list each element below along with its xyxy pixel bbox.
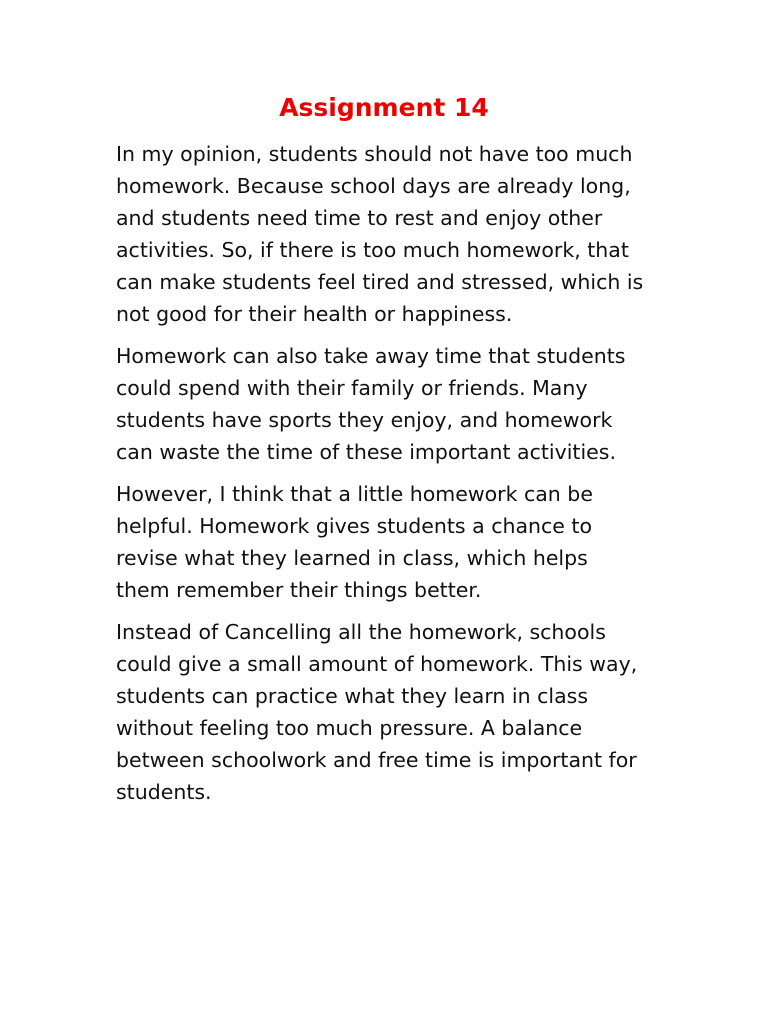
paragraph-2 xyxy=(116,340,656,468)
text-line: without feeling too much pressure. A balance xyxy=(116,716,583,740)
text-line: could spend with their family or friends. Many xyxy=(116,376,588,400)
text-line: Instead of Cancelling all the homework, schools xyxy=(116,620,606,644)
text-line: activities. So, if there is too much homework, that xyxy=(116,238,629,262)
text-line: students have sports they enjoy, and homework xyxy=(116,408,613,432)
text-line: helpful. Homework gives students a chance to xyxy=(116,514,593,538)
text-line: and students need time to rest and enjoy other xyxy=(116,206,603,230)
page-title: Assignment 14 xyxy=(279,93,489,122)
text-line: In my opinion, students should not have too much xyxy=(116,142,633,166)
text-line: not good for their health or happiness. xyxy=(116,302,513,326)
text-line: students can practice what they learn in class xyxy=(116,684,589,708)
text-line: revise what they learned in class, which helps xyxy=(116,546,588,570)
paragraph-4 xyxy=(116,616,656,808)
text-line: However, I think that a little homework can be xyxy=(116,482,593,506)
text-line: homework. Because school days are already long, xyxy=(116,174,631,198)
text-line: could give a small amount of homework. This way, xyxy=(116,652,638,676)
text-line: can make students feel tired and stressed, which is xyxy=(116,270,644,294)
text-line: between schoolwork and free time is important for xyxy=(116,748,637,772)
paragraph-1 xyxy=(116,138,656,330)
text-line: students. xyxy=(116,780,212,804)
text-line: can waste the time of these important activities. xyxy=(116,440,616,464)
paragraph-3 xyxy=(116,478,656,606)
text-line: Homework can also take away time that students xyxy=(116,344,626,368)
document-body xyxy=(116,138,656,818)
text-line: them remember their things better. xyxy=(116,578,482,602)
